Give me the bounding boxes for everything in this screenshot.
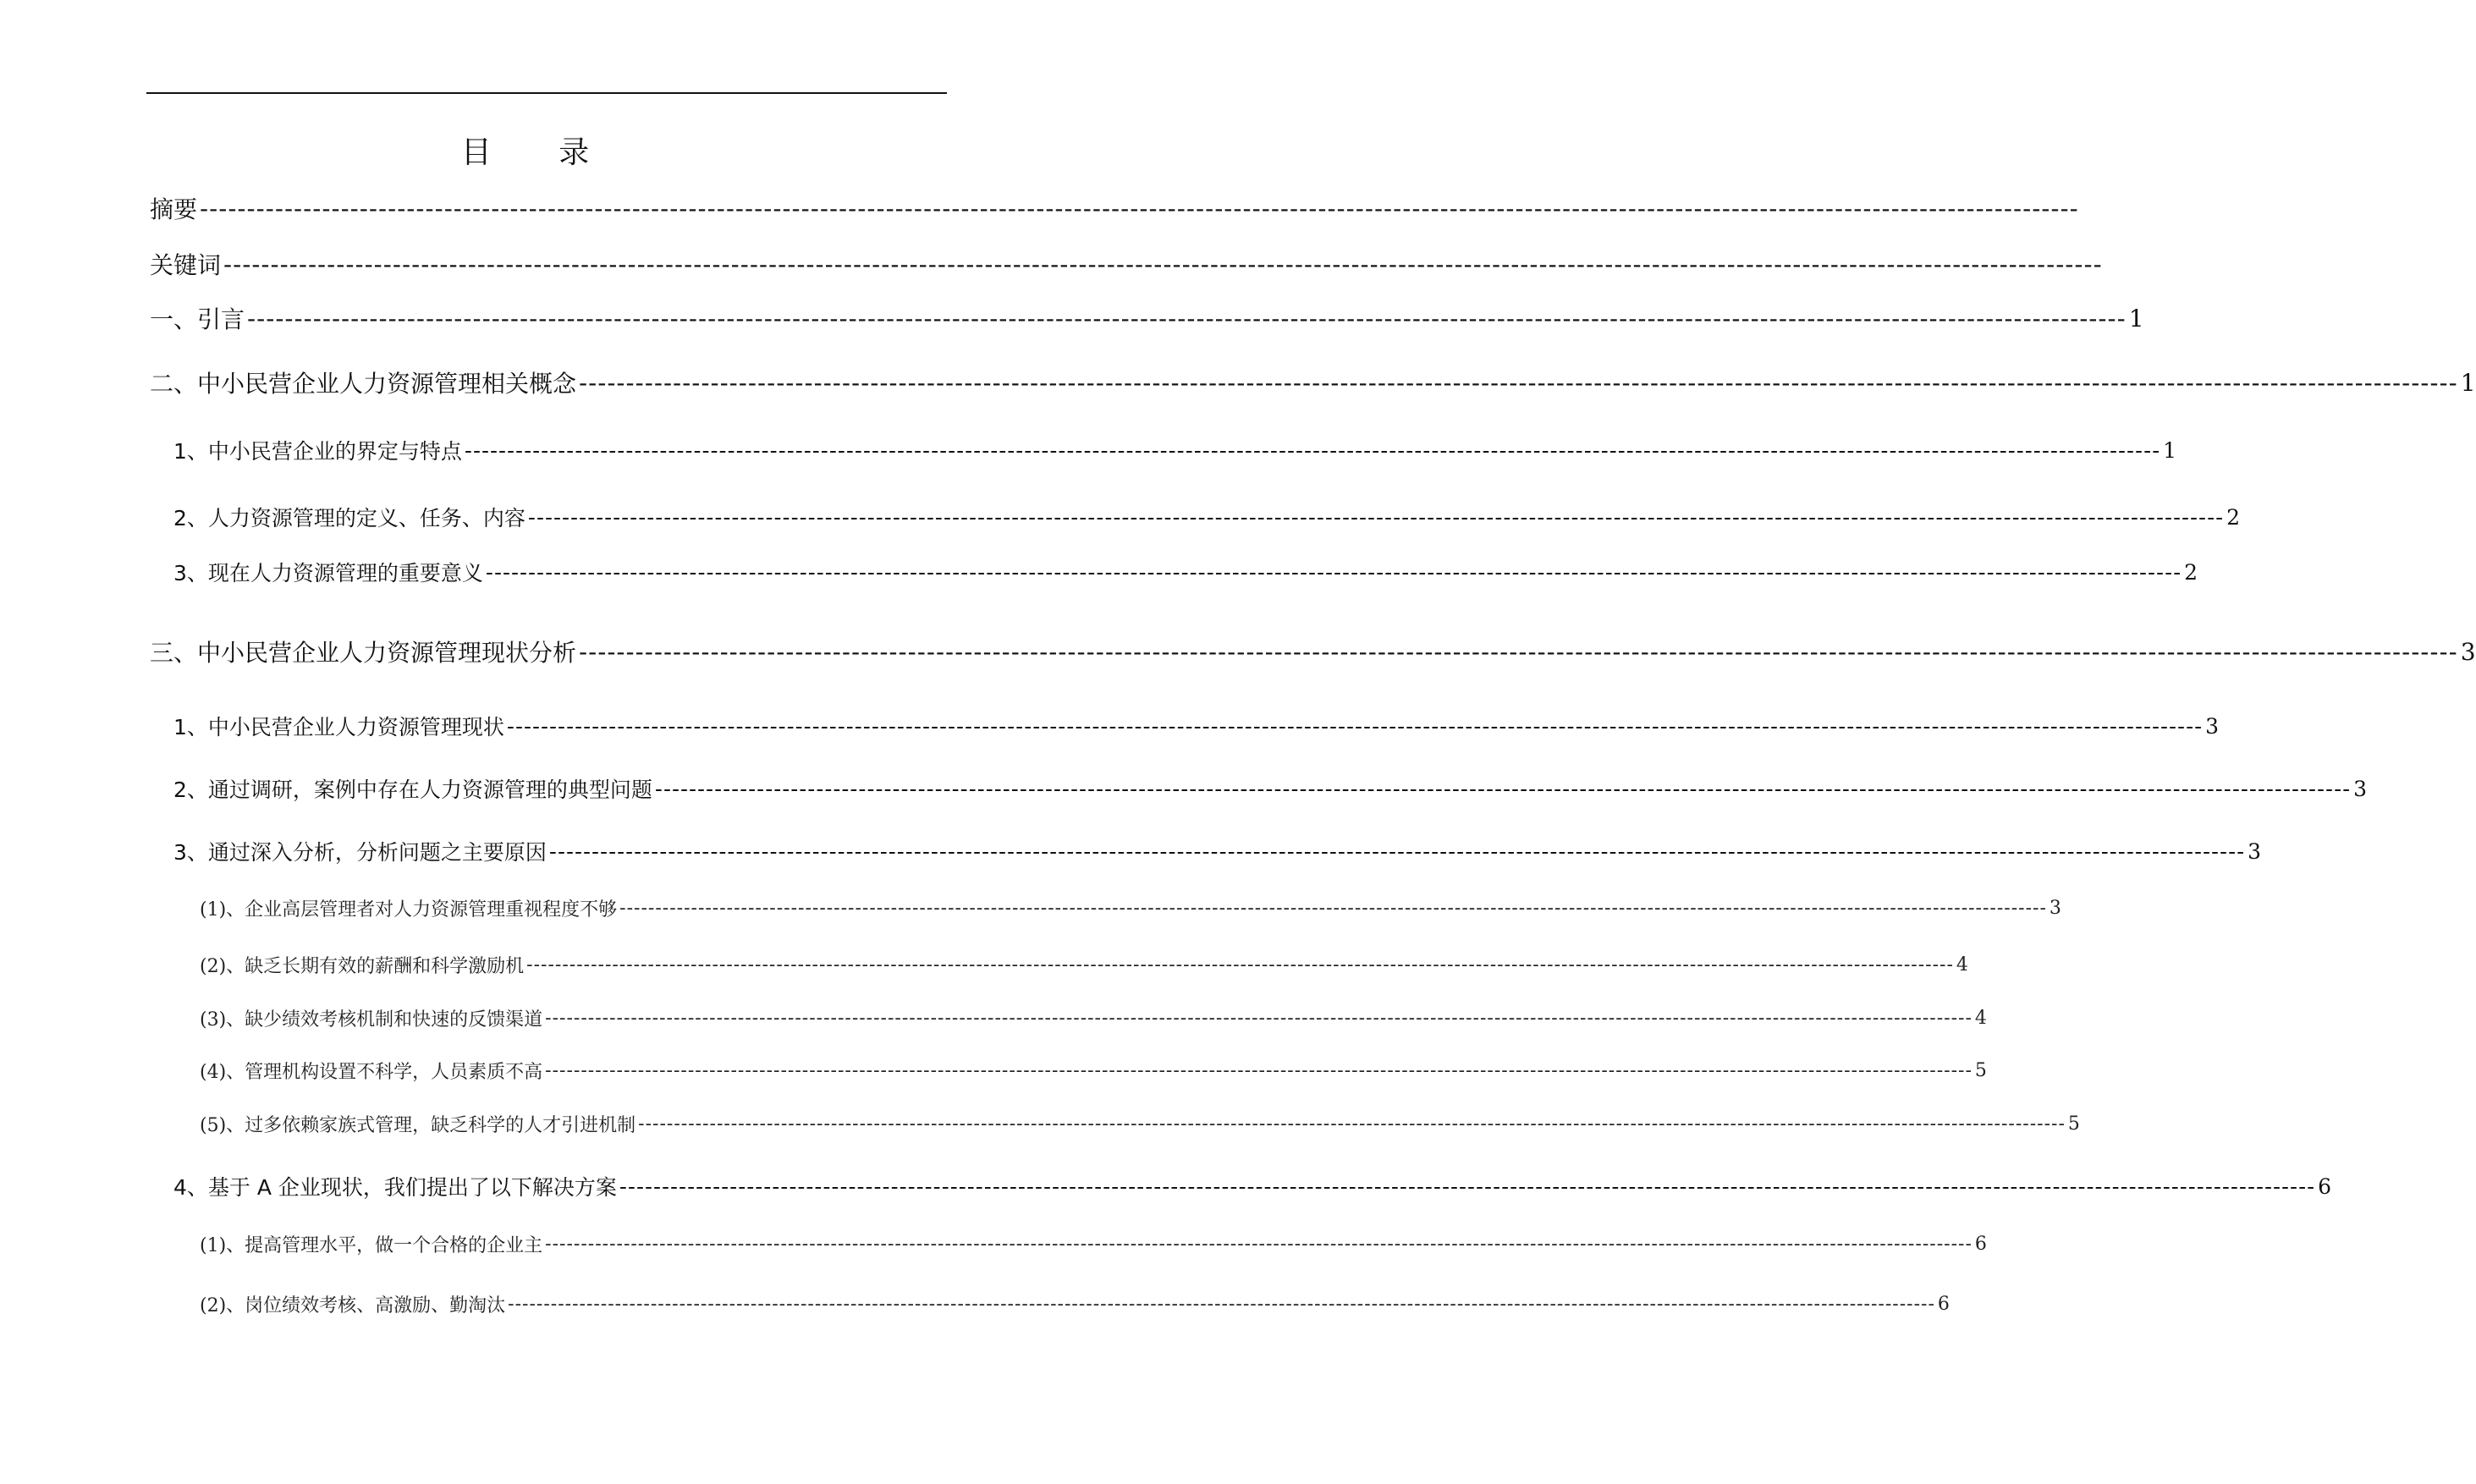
toc-entry-page: 6: [2318, 1173, 2332, 1199]
toc-entry-label: 关键词: [150, 251, 222, 279]
dot-leader: --------------------------------------------------------------------------------------------------------------------------------------------------------------------------------------------------------: [464, 437, 2161, 463]
toc-entry[interactable]: [173, 557, 2198, 587]
toc-entry-label: 2、人力资源管理的定义、任务、内容: [173, 506, 525, 530]
toc-entry-label: (1)、企业高层管理者对人力资源管理重视程度不够: [200, 899, 618, 921]
toc-entry-label: (1)、提高管理水平，做一个合格的企业主: [200, 1234, 543, 1256]
toc-entry-label: 3、通过深入分析，分析问题之主要原因: [173, 840, 547, 865]
toc-entry-label: (3)、缺少绩效考核机制和快速的反馈渠道: [200, 1009, 543, 1031]
dot-leader: --------------------------------------------------------------------------------------------------------------------------------------------------------------------------------------------------------: [619, 897, 2047, 919]
toc-entry[interactable]: [173, 502, 2241, 532]
toc-title: 目 录: [460, 135, 619, 170]
toc-entry-page: 4: [1974, 1007, 1987, 1029]
toc-entry[interactable]: [200, 1230, 1987, 1257]
toc-entry-label: (4)、管理机构设置不科学，人员素质不高: [200, 1061, 543, 1083]
dot-leader: --------------------------------------------------------------------------------------------------------------------------------------------------------------------------------------------------------: [545, 1059, 1973, 1081]
toc-entry[interactable]: [173, 711, 2220, 741]
toc-entry-page: 3: [2460, 637, 2476, 666]
toc-entry-page: 6: [1937, 1293, 1950, 1315]
toc-entry[interactable]: [173, 773, 2368, 804]
toc-entry-page: 1: [2163, 437, 2177, 463]
toc-entry-page: 3: [2205, 713, 2220, 739]
toc-entry[interactable]: [150, 191, 2079, 225]
dot-leader: --------------------------------------------------------------------------------------------------------------------------------------------------------------------------------------------------------: [579, 368, 2458, 397]
toc-entry-page: 4: [1956, 954, 1968, 976]
dot-leader: --------------------------------------------------------------------------------------------------------------------------------------------------------------------------------------------------------: [527, 504, 2225, 530]
header-rule: [146, 92, 947, 94]
toc-entry-page: 5: [2067, 1113, 2080, 1135]
toc-entry[interactable]: [150, 366, 2476, 399]
dot-leader: --------------------------------------------------------------------------------------------------------------------------------------------------------------------------------------------------------: [526, 954, 1954, 976]
toc-entry-label: 二、中小民营企业人力资源管理相关概念: [150, 370, 577, 398]
toc-entry[interactable]: [200, 951, 1968, 978]
toc-entry[interactable]: [200, 1110, 2080, 1137]
dot-leader: --------------------------------------------------------------------------------------------------------------------------------------------------------------------------------------------------------: [545, 1233, 1973, 1255]
toc-entry-page: 1: [2128, 304, 2144, 333]
dot-leader: --------------------------------------------------------------------------------------------------------------------------------------------------------------------------------------------------------: [579, 637, 2458, 666]
toc-entry-page: 6: [1974, 1233, 1987, 1255]
toc-entry-label: 4、基于 A 企业现状，我们提出了以下解决方案: [173, 1175, 617, 1200]
toc-entry-label: 1、中小民营企业人力资源管理现状: [173, 715, 504, 739]
dot-leader: --------------------------------------------------------------------------------------------------------------------------------------------------------------------------------------------------------: [548, 838, 2246, 864]
toc-entry[interactable]: [200, 1057, 1987, 1084]
dot-leader: --------------------------------------------------------------------------------------------------------------------------------------------------------------------------------------------------------: [223, 250, 2103, 278]
toc-entry[interactable]: [173, 435, 2177, 465]
toc-entry[interactable]: [173, 836, 2262, 866]
toc-entry-label: 一、引言: [150, 305, 245, 333]
toc-entry[interactable]: [200, 1004, 1987, 1031]
dot-leader: --------------------------------------------------------------------------------------------------------------------------------------------------------------------------------------------------------: [654, 776, 2352, 801]
toc-entry-label: (2)、岗位绩效考核、高激励、勤淘汰: [200, 1294, 506, 1316]
toc-entry-page: 5: [1974, 1059, 1987, 1081]
toc-entry-page: 2: [2184, 559, 2198, 585]
dot-leader: --------------------------------------------------------------------------------------------------------------------------------------------------------------------------------------------------------: [545, 1007, 1973, 1029]
toc-entry[interactable]: [173, 1171, 2332, 1201]
toc-entry[interactable]: [200, 894, 2061, 921]
toc-entry[interactable]: [150, 635, 2476, 668]
toc-entry-label: 三、中小民营企业人力资源管理现状分析: [150, 639, 577, 667]
toc-entry-label: (5)、过多依赖家族式管理，缺乏科学的人才引进机制: [200, 1114, 636, 1136]
toc-entry-page: 3: [2248, 838, 2262, 864]
toc-entry-label: (2)、缺乏长期有效的薪酬和科学激励机: [200, 955, 525, 977]
toc-entry[interactable]: [150, 247, 2103, 281]
toc-entry-page: 3: [2353, 776, 2368, 801]
toc-entry-page: 1: [2460, 368, 2476, 397]
dot-leader: --------------------------------------------------------------------------------------------------------------------------------------------------------------------------------------------------------: [247, 304, 2127, 333]
toc-entry-page: 3: [2049, 897, 2061, 919]
dot-leader: --------------------------------------------------------------------------------------------------------------------------------------------------------------------------------------------------------: [506, 713, 2204, 739]
toc-entry-label: 1、中小民营企业的界定与特点: [173, 439, 462, 464]
dot-leader: --------------------------------------------------------------------------------------------------------------------------------------------------------------------------------------------------------: [485, 559, 2182, 585]
toc-entry-label: 摘要: [150, 195, 198, 223]
dot-leader: --------------------------------------------------------------------------------------------------------------------------------------------------------------------------------------------------------: [508, 1293, 1935, 1315]
toc-entry[interactable]: [150, 301, 2144, 335]
dot-leader: --------------------------------------------------------------------------------------------------------------------------------------------------------------------------------------------------------: [200, 194, 2079, 223]
toc-entry-label: 3、现在人力资源管理的重要意义: [173, 561, 483, 585]
toc-entry-label: 2、通过调研，案例中存在人力资源管理的典型问题: [173, 778, 652, 802]
toc-entry-page: 2: [2226, 504, 2241, 530]
dot-leader: --------------------------------------------------------------------------------------------------------------------------------------------------------------------------------------------------------: [638, 1113, 2066, 1135]
dot-leader: --------------------------------------------------------------------------------------------------------------------------------------------------------------------------------------------------------: [619, 1173, 2316, 1199]
toc-entry[interactable]: [200, 1290, 1950, 1317]
